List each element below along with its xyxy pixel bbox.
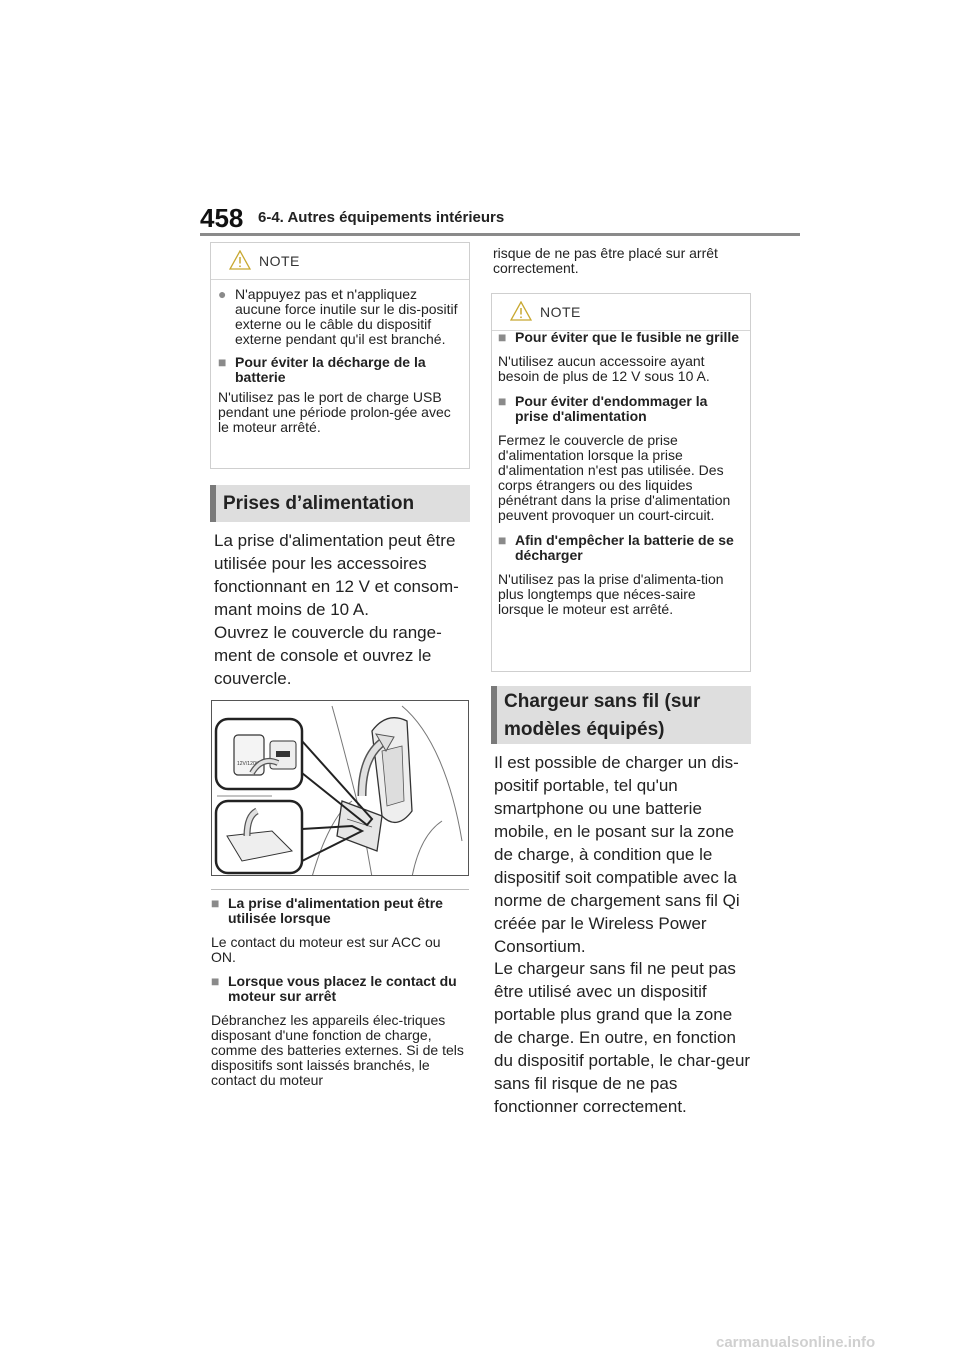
heading-line-1: Chargeur sans fil (sur: [504, 691, 701, 712]
square-bullet-icon: ■: [498, 532, 507, 548]
divider: [211, 889, 469, 890]
heading-line-2: modèles équipés): [504, 719, 665, 740]
info2-heading-text: Lorsque vous placez le contact du moteur sur arrêt: [228, 973, 457, 1004]
info2-text: Débranchez les appareils élec-triques disposant d'une fonction de charge, comme des batteries externes. Si de tels dispositifs sont laissés branchés, le contact du moteur: [211, 1012, 464, 1088]
note-sub-heading: Pour éviter la décharge de la batterie: [235, 354, 426, 385]
note-section-1: [498, 330, 742, 345]
outlet-rating-label: 12V/120W: [237, 761, 261, 767]
info1-heading-text: La prise d'alimentation peut être utilisée lorsque: [228, 895, 443, 926]
note-section-3: [498, 533, 742, 563]
note-heading-2: Pour éviter d'endommager la prise d'alimentation: [515, 393, 708, 424]
note-text-2: Fermez le couvercle de prise d'alimentation lorsque la prise d'alimentation n'est pas utilisée. Des corps étrangers ou des liquides pénétrant dans la prise d'alimentation peuvent provoquer un court-circuit.: [498, 432, 731, 523]
note-header: [492, 294, 750, 331]
bullet-icon: ●: [218, 286, 227, 302]
note-body: [218, 287, 461, 435]
note-box-left: [210, 242, 470, 469]
wireless-paragraph-1: Il est possible de charger un dis-positif portable, tel qu'un smartphone ou une batterie mobile, en le posant sur la zone de charge, à condition que le dispositif soit compatible avec la norme de chargement sans fil Qi créée par le Wireless Power Consortium.: [494, 753, 740, 956]
heading-chargeur-sans-fil: [491, 686, 751, 744]
note-text-3: N'utilisez pas la prise d'alimenta-tion plus longtemps que néces-saire lorsque le moteur est arrêté.: [498, 571, 724, 617]
square-bullet-icon: ■: [211, 895, 220, 911]
power-outlet-illustration: [211, 700, 469, 876]
continuation-text: risque de ne pas être placé sur arrêt correctement.: [493, 245, 718, 276]
note-text-1: N'utilisez aucun accessoire ayant besoin de plus de 12 V sous 10 A.: [498, 353, 710, 384]
instruction-paragraph: Ouvrez le couvercle du range-ment de console et ouvrez le couvercle.: [214, 623, 442, 688]
note-subsection: [218, 355, 461, 385]
info2-heading: [211, 974, 469, 1004]
info-block-left: [211, 896, 469, 1088]
note-sub-text: N'utilisez pas le port de charge USB pendant une période prolon-gée avec le moteur arrêté.: [218, 389, 451, 435]
square-bullet-icon: ■: [211, 973, 220, 989]
section-title: 6-4. Autres équipements intérieurs: [258, 209, 505, 226]
warning-icon: [229, 250, 251, 270]
note-box-right: [491, 293, 751, 672]
square-bullet-icon: ■: [498, 393, 507, 409]
note-body: [498, 330, 742, 627]
header-divider: [200, 233, 800, 236]
info1-text: Le contact du moteur est sur ACC ou ON.: [211, 934, 441, 965]
note-section-2: [498, 394, 742, 424]
square-bullet-icon: ■: [218, 354, 227, 370]
warning-icon: [510, 301, 532, 321]
watermark: carmanualsonline.info: [716, 1334, 876, 1351]
page-number: 458: [200, 203, 244, 233]
info1-heading: [211, 896, 469, 926]
heading-prises-alimentation: Prises d’alimentation: [210, 485, 470, 522]
note-heading-1: Pour éviter que le fusible ne grille: [515, 329, 740, 345]
console-drawing: [212, 701, 469, 876]
note-bullet-text: N'appuyez pas et n'appliquez aucune force inutile sur le dis-positif externe ou le câble du dispositif externe pendant qu'il est branché.: [235, 286, 458, 347]
note-bullet-item: [218, 287, 461, 347]
note-heading-3: Afin d'empêcher la batterie de se décharger: [515, 532, 734, 563]
wireless-paragraph-2: Le chargeur sans fil ne peut pas être utilisé avec un dispositif portable plus grand que la zone de charge. En outre, en fonction du dispositif portable, le char-geur sans fil risque de ne pas fonctionner correctement.: [494, 959, 751, 1116]
square-bullet-icon: ■: [498, 329, 507, 345]
note-label: NOTE: [540, 304, 581, 320]
intro-paragraph: La prise d'alimentation peut être utilisée pour les accessoires fonctionnant en 12 V et consom-mant moins de 10 A.: [214, 531, 459, 619]
note-label: NOTE: [259, 253, 300, 269]
note-header: [211, 243, 469, 280]
